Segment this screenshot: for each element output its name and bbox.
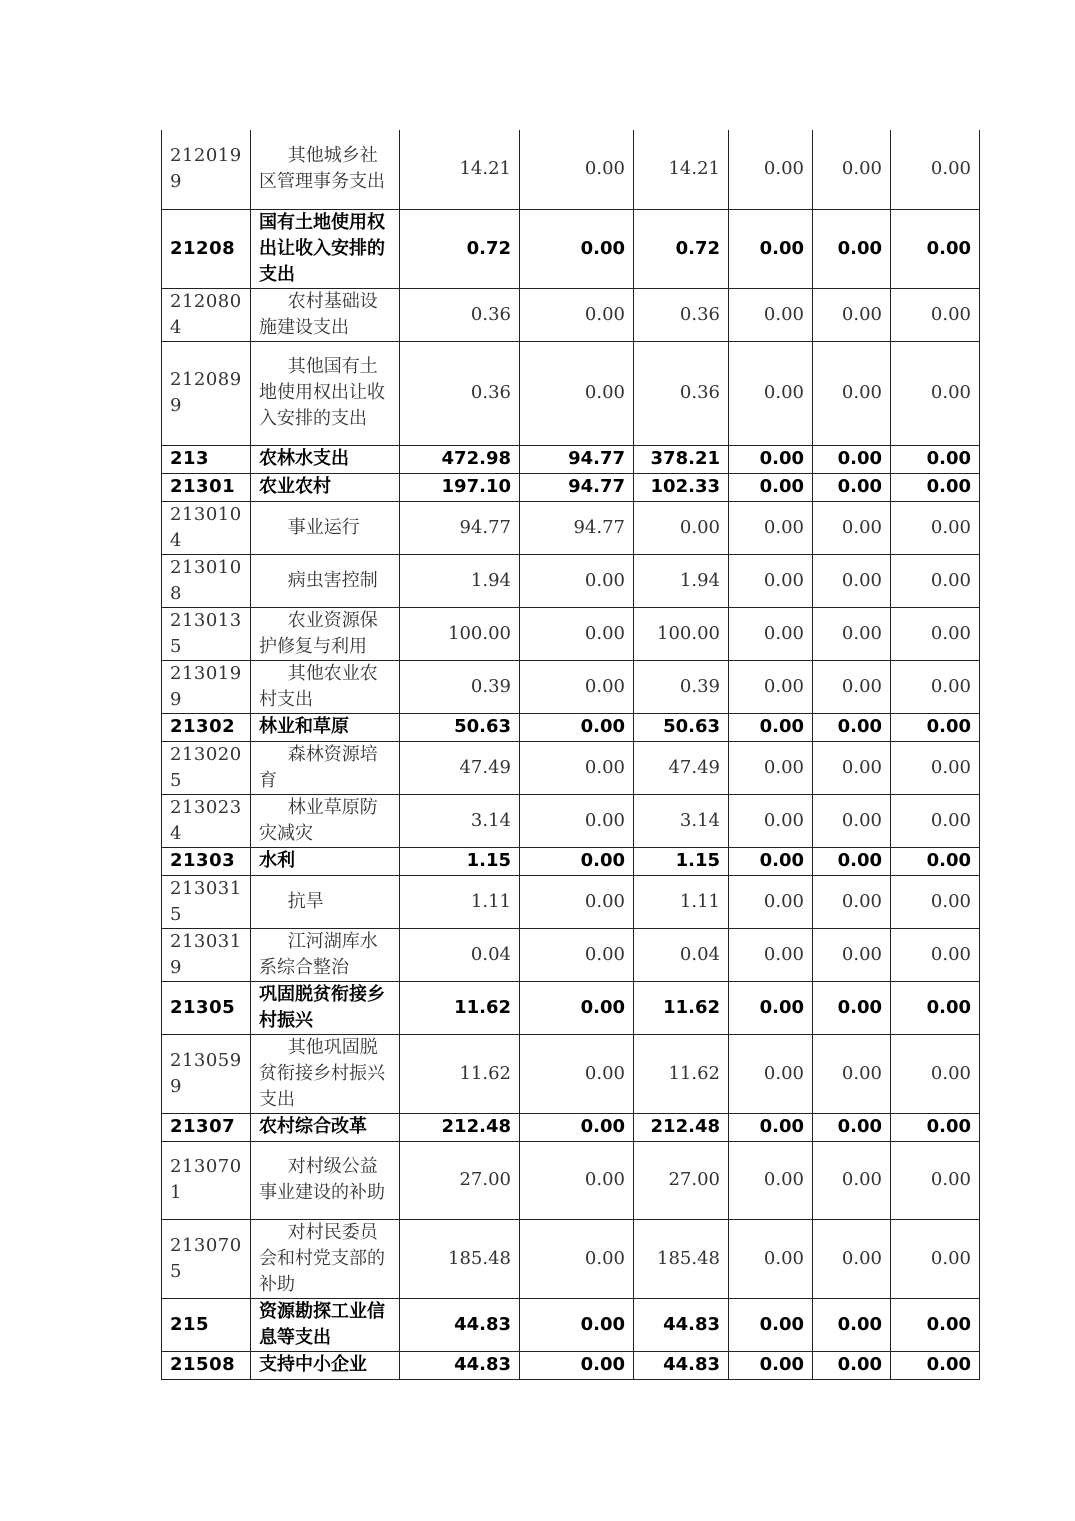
row-value-6: 0.00 <box>891 473 980 501</box>
row-code: 2130599 <box>162 1034 251 1113</box>
row-code: 2130315 <box>162 875 251 928</box>
table-row <box>162 847 980 875</box>
row-value-2: 0.00 <box>520 794 634 847</box>
row-name: 水利 <box>251 847 400 875</box>
row-value-3: 100.00 <box>634 607 729 660</box>
row-value-6: 0.00 <box>891 1298 980 1351</box>
table-row <box>162 554 980 607</box>
row-code: 21208 <box>162 209 251 288</box>
row-value-3: 0.00 <box>634 501 729 554</box>
row-name: 国有土地使用权出让收入安排的支出 <box>251 209 400 288</box>
table-row <box>162 209 980 288</box>
row-value-1: 3.14 <box>400 794 520 847</box>
row-value-4: 0.00 <box>729 445 813 473</box>
row-value-2: 94.77 <box>520 445 634 473</box>
row-value-2: 0.00 <box>520 1141 634 1219</box>
row-value-5: 0.00 <box>813 660 891 713</box>
row-name: 其他农业农村支出 <box>251 660 400 713</box>
table-row <box>162 1034 980 1113</box>
row-value-5: 0.00 <box>813 554 891 607</box>
row-value-5: 0.00 <box>813 1219 891 1298</box>
row-value-3: 11.62 <box>634 981 729 1034</box>
row-code: 2120899 <box>162 341 251 445</box>
row-value-5: 0.00 <box>813 130 891 209</box>
row-value-4: 0.00 <box>729 1113 813 1141</box>
row-name: 林业草原防灾减灾 <box>251 794 400 847</box>
row-value-4: 0.00 <box>729 1351 813 1379</box>
row-value-5: 0.00 <box>813 741 891 794</box>
row-value-6: 0.00 <box>891 1034 980 1113</box>
row-value-5: 0.00 <box>813 288 891 341</box>
table-row <box>162 1141 980 1219</box>
row-value-2: 0.00 <box>520 928 634 981</box>
row-value-4: 0.00 <box>729 794 813 847</box>
row-value-4: 0.00 <box>729 473 813 501</box>
table-row <box>162 981 980 1034</box>
table-row <box>162 928 980 981</box>
table-row <box>162 1298 980 1351</box>
row-value-6: 0.00 <box>891 130 980 209</box>
row-value-2: 0.00 <box>520 847 634 875</box>
row-value-1: 11.62 <box>400 981 520 1034</box>
row-value-3: 0.04 <box>634 928 729 981</box>
row-value-4: 0.00 <box>729 341 813 445</box>
row-value-1: 44.83 <box>400 1351 520 1379</box>
row-value-6: 0.00 <box>891 209 980 288</box>
row-value-4: 0.00 <box>729 875 813 928</box>
row-value-3: 0.39 <box>634 660 729 713</box>
row-name: 农业农村 <box>251 473 400 501</box>
row-value-1: 50.63 <box>400 713 520 741</box>
row-value-2: 0.00 <box>520 130 634 209</box>
row-value-2: 94.77 <box>520 501 634 554</box>
row-value-1: 0.72 <box>400 209 520 288</box>
row-value-2: 0.00 <box>520 554 634 607</box>
row-value-6: 0.00 <box>891 1351 980 1379</box>
row-code: 2130135 <box>162 607 251 660</box>
table-row <box>162 713 980 741</box>
row-value-1: 0.36 <box>400 341 520 445</box>
row-name: 其他国有土地使用权出让收入安排的支出 <box>251 341 400 445</box>
row-name: 林业和草原 <box>251 713 400 741</box>
row-value-6: 0.00 <box>891 288 980 341</box>
row-value-2: 0.00 <box>520 741 634 794</box>
row-value-1: 27.00 <box>400 1141 520 1219</box>
row-value-3: 1.11 <box>634 875 729 928</box>
row-value-4: 0.00 <box>729 130 813 209</box>
row-value-3: 0.72 <box>634 209 729 288</box>
row-value-5: 0.00 <box>813 473 891 501</box>
table-row <box>162 445 980 473</box>
row-value-2: 0.00 <box>520 1034 634 1113</box>
budget-table <box>161 130 980 1380</box>
row-value-6: 0.00 <box>891 794 980 847</box>
row-code: 2130108 <box>162 554 251 607</box>
row-value-6: 0.00 <box>891 928 980 981</box>
table-row <box>162 288 980 341</box>
row-value-2: 0.00 <box>520 981 634 1034</box>
row-name: 巩固脱贫衔接乡村振兴 <box>251 981 400 1034</box>
row-value-5: 0.00 <box>813 981 891 1034</box>
row-name: 病虫害控制 <box>251 554 400 607</box>
table-row <box>162 607 980 660</box>
table-row <box>162 1351 980 1379</box>
row-value-5: 0.00 <box>813 445 891 473</box>
row-value-4: 0.00 <box>729 1298 813 1351</box>
table-body <box>162 130 980 1379</box>
row-value-2: 0.00 <box>520 660 634 713</box>
row-value-6: 0.00 <box>891 847 980 875</box>
row-name: 支持中小企业 <box>251 1351 400 1379</box>
row-value-6: 0.00 <box>891 1113 980 1141</box>
row-value-2: 94.77 <box>520 473 634 501</box>
row-value-4: 0.00 <box>729 288 813 341</box>
row-value-3: 11.62 <box>634 1034 729 1113</box>
row-value-1: 94.77 <box>400 501 520 554</box>
row-value-4: 0.00 <box>729 554 813 607</box>
table-row <box>162 660 980 713</box>
row-value-6: 0.00 <box>891 741 980 794</box>
row-code: 21303 <box>162 847 251 875</box>
row-value-3: 102.33 <box>634 473 729 501</box>
row-value-3: 44.83 <box>634 1351 729 1379</box>
row-value-4: 0.00 <box>729 713 813 741</box>
row-value-4: 0.00 <box>729 209 813 288</box>
row-value-4: 0.00 <box>729 607 813 660</box>
row-value-6: 0.00 <box>891 1141 980 1219</box>
row-name: 农村基础设施建设支出 <box>251 288 400 341</box>
row-value-4: 0.00 <box>729 741 813 794</box>
row-value-4: 0.00 <box>729 1141 813 1219</box>
row-value-2: 0.00 <box>520 288 634 341</box>
row-value-1: 212.48 <box>400 1113 520 1141</box>
row-name: 抗旱 <box>251 875 400 928</box>
row-value-6: 0.00 <box>891 607 980 660</box>
table-row <box>162 1113 980 1141</box>
row-value-1: 472.98 <box>400 445 520 473</box>
row-value-1: 1.11 <box>400 875 520 928</box>
table-row <box>162 875 980 928</box>
table-row <box>162 341 980 445</box>
row-name: 农业资源保护修复与利用 <box>251 607 400 660</box>
row-value-1: 44.83 <box>400 1298 520 1351</box>
table-row <box>162 501 980 554</box>
row-value-5: 0.00 <box>813 607 891 660</box>
row-value-5: 0.00 <box>813 1034 891 1113</box>
row-code: 2130234 <box>162 794 251 847</box>
row-value-6: 0.00 <box>891 341 980 445</box>
row-name: 农村综合改革 <box>251 1113 400 1141</box>
row-value-5: 0.00 <box>813 847 891 875</box>
row-value-4: 0.00 <box>729 501 813 554</box>
row-value-3: 50.63 <box>634 713 729 741</box>
row-name: 对村民委员会和村党支部的补助 <box>251 1219 400 1298</box>
row-name: 其他巩固脱贫衔接乡村振兴支出 <box>251 1034 400 1113</box>
row-name: 农林水支出 <box>251 445 400 473</box>
row-value-6: 0.00 <box>891 554 980 607</box>
row-value-4: 0.00 <box>729 981 813 1034</box>
row-name: 其他城乡社区管理事务支出 <box>251 130 400 209</box>
row-value-3: 1.94 <box>634 554 729 607</box>
row-value-6: 0.00 <box>891 713 980 741</box>
row-value-1: 197.10 <box>400 473 520 501</box>
row-value-2: 0.00 <box>520 1298 634 1351</box>
row-value-3: 44.83 <box>634 1298 729 1351</box>
row-code: 2130205 <box>162 741 251 794</box>
row-value-2: 0.00 <box>520 341 634 445</box>
table-row <box>162 741 980 794</box>
row-code: 21307 <box>162 1113 251 1141</box>
row-value-3: 1.15 <box>634 847 729 875</box>
row-value-4: 0.00 <box>729 928 813 981</box>
row-value-6: 0.00 <box>891 981 980 1034</box>
row-code: 2130705 <box>162 1219 251 1298</box>
table-row <box>162 794 980 847</box>
row-value-4: 0.00 <box>729 1034 813 1113</box>
row-name: 事业运行 <box>251 501 400 554</box>
row-value-5: 0.00 <box>813 209 891 288</box>
row-value-4: 0.00 <box>729 660 813 713</box>
row-value-1: 0.04 <box>400 928 520 981</box>
row-value-5: 0.00 <box>813 341 891 445</box>
row-value-3: 27.00 <box>634 1141 729 1219</box>
row-code: 2130199 <box>162 660 251 713</box>
row-value-3: 212.48 <box>634 1113 729 1141</box>
row-code: 2120199 <box>162 130 251 209</box>
row-value-1: 1.94 <box>400 554 520 607</box>
row-value-3: 0.36 <box>634 341 729 445</box>
row-code: 2120804 <box>162 288 251 341</box>
row-value-6: 0.00 <box>891 501 980 554</box>
row-value-3: 14.21 <box>634 130 729 209</box>
row-value-1: 185.48 <box>400 1219 520 1298</box>
row-name: 江河湖库水系综合整治 <box>251 928 400 981</box>
row-value-5: 0.00 <box>813 928 891 981</box>
row-value-2: 0.00 <box>520 1113 634 1141</box>
row-value-4: 0.00 <box>729 1219 813 1298</box>
row-code: 21302 <box>162 713 251 741</box>
table-row <box>162 473 980 501</box>
row-value-6: 0.00 <box>891 445 980 473</box>
row-value-2: 0.00 <box>520 1351 634 1379</box>
row-value-2: 0.00 <box>520 713 634 741</box>
row-value-6: 0.00 <box>891 875 980 928</box>
row-value-4: 0.00 <box>729 847 813 875</box>
row-value-3: 47.49 <box>634 741 729 794</box>
table-row <box>162 1219 980 1298</box>
row-code: 21508 <box>162 1351 251 1379</box>
row-name: 对村级公益事业建设的补助 <box>251 1141 400 1219</box>
table-row <box>162 130 980 209</box>
row-value-1: 0.39 <box>400 660 520 713</box>
row-value-1: 100.00 <box>400 607 520 660</box>
row-value-6: 0.00 <box>891 1219 980 1298</box>
row-value-3: 185.48 <box>634 1219 729 1298</box>
row-value-1: 47.49 <box>400 741 520 794</box>
row-value-2: 0.00 <box>520 875 634 928</box>
row-value-1: 11.62 <box>400 1034 520 1113</box>
row-value-3: 378.21 <box>634 445 729 473</box>
row-value-6: 0.00 <box>891 660 980 713</box>
row-value-2: 0.00 <box>520 209 634 288</box>
row-name: 森林资源培育 <box>251 741 400 794</box>
row-value-5: 0.00 <box>813 1298 891 1351</box>
row-value-5: 0.00 <box>813 713 891 741</box>
row-value-5: 0.00 <box>813 1141 891 1219</box>
row-code: 213 <box>162 445 251 473</box>
row-value-3: 0.36 <box>634 288 729 341</box>
row-code: 2130104 <box>162 501 251 554</box>
row-value-5: 0.00 <box>813 1113 891 1141</box>
row-value-2: 0.00 <box>520 1219 634 1298</box>
row-value-3: 3.14 <box>634 794 729 847</box>
row-code: 21301 <box>162 473 251 501</box>
row-value-1: 14.21 <box>400 130 520 209</box>
row-value-5: 0.00 <box>813 794 891 847</box>
row-value-1: 1.15 <box>400 847 520 875</box>
row-code: 21305 <box>162 981 251 1034</box>
row-code: 2130319 <box>162 928 251 981</box>
row-code: 2130701 <box>162 1141 251 1219</box>
row-value-1: 0.36 <box>400 288 520 341</box>
row-value-2: 0.00 <box>520 607 634 660</box>
row-name: 资源勘探工业信息等支出 <box>251 1298 400 1351</box>
row-value-5: 0.00 <box>813 1351 891 1379</box>
row-value-5: 0.00 <box>813 501 891 554</box>
row-code: 215 <box>162 1298 251 1351</box>
row-value-5: 0.00 <box>813 875 891 928</box>
